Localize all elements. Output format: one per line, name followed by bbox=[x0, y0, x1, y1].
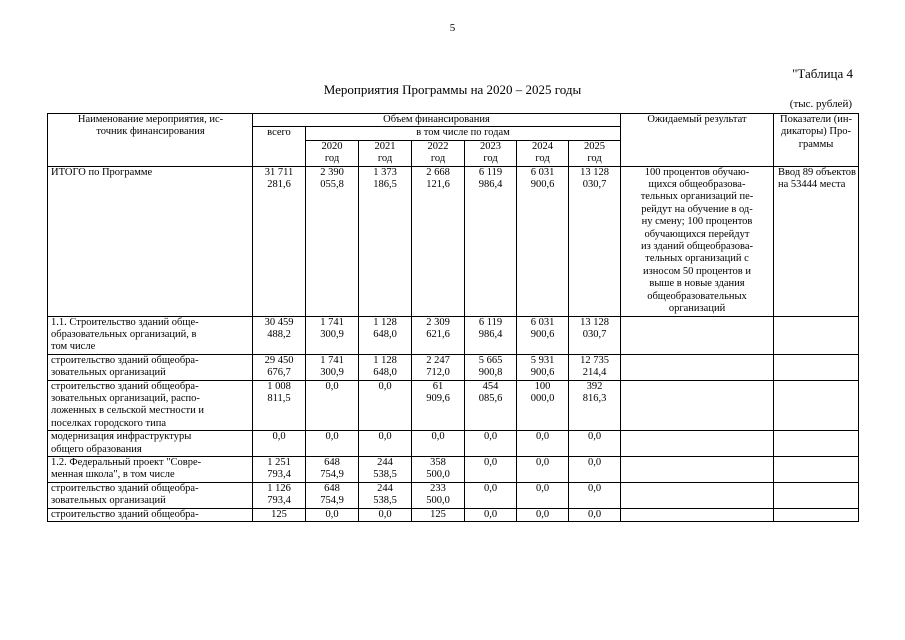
table-row bbox=[48, 482, 859, 508]
row-value: 5 665 900,8 bbox=[465, 354, 517, 380]
row-value: 648 754,9 bbox=[306, 482, 359, 508]
row-indicator bbox=[774, 456, 859, 482]
header-expected: Ожидаемый результат bbox=[621, 114, 774, 167]
row-value: 0,0 bbox=[569, 482, 621, 508]
row-value: 0,0 bbox=[359, 508, 412, 521]
header-funding: Объем финансирования bbox=[253, 114, 621, 127]
row-value: 1 128 648,0 bbox=[359, 316, 412, 354]
units-label: (тыс. рублей) bbox=[789, 98, 852, 110]
header-indicators: Показатели (ин- дикаторы) Про- граммы bbox=[774, 114, 859, 167]
row-value: 1 128 648,0 bbox=[359, 354, 412, 380]
row-result bbox=[621, 380, 774, 431]
header-year: 2020 год bbox=[306, 140, 359, 166]
row-value: 6 031 900,6 bbox=[517, 316, 569, 354]
row-value: 0,0 bbox=[465, 431, 517, 457]
row-indicator: Ввод 89 объектов на 53444 места bbox=[774, 166, 859, 316]
row-name: 1.2. Федеральный проект "Совре- менная школа", в том числе bbox=[48, 456, 253, 482]
header-total: всего bbox=[253, 127, 306, 166]
row-value: 0,0 bbox=[359, 431, 412, 457]
row-value: 100 000,0 bbox=[517, 380, 569, 431]
row-value: 6 031 900,6 bbox=[517, 166, 569, 316]
table-label: "Таблица 4 bbox=[792, 66, 853, 81]
row-value: 12 735 214,4 bbox=[569, 354, 621, 380]
row-indicator bbox=[774, 316, 859, 354]
row-value: 244 538,5 bbox=[359, 456, 412, 482]
row-indicator bbox=[774, 482, 859, 508]
row-indicator bbox=[774, 380, 859, 431]
row-value: 454 085,6 bbox=[465, 380, 517, 431]
row-result: 100 процентов обучаю- щихся общеобразова- тельных организаций пе- рейдут на обучение в од- ну смену; 100 процентов обучающихся перейдут из зданий общеобразова- тельных организаций с износом 50 процентов и выше в новые здания общеобразовательных организаций bbox=[621, 166, 774, 316]
row-value: 5 931 900,6 bbox=[517, 354, 569, 380]
row-value: 2 309 621,6 bbox=[412, 316, 465, 354]
row-indicator bbox=[774, 431, 859, 457]
table-row bbox=[48, 166, 859, 316]
header-year: 2021 год bbox=[359, 140, 412, 166]
row-value: 2 390 055,8 bbox=[306, 166, 359, 316]
row-value: 31 711 281,6 bbox=[253, 166, 306, 316]
row-result bbox=[621, 354, 774, 380]
row-value: 6 119 986,4 bbox=[465, 166, 517, 316]
row-value: 6 119 986,4 bbox=[465, 316, 517, 354]
row-value: 1 008 811,5 bbox=[253, 380, 306, 431]
row-value: 1 741 300,9 bbox=[306, 316, 359, 354]
row-value: 0,0 bbox=[569, 508, 621, 521]
row-value: 0,0 bbox=[517, 482, 569, 508]
row-value: 0,0 bbox=[569, 431, 621, 457]
row-value: 13 128 030,7 bbox=[569, 316, 621, 354]
row-value: 0,0 bbox=[465, 456, 517, 482]
header-year: 2022 год bbox=[412, 140, 465, 166]
row-result bbox=[621, 508, 774, 521]
row-result bbox=[621, 482, 774, 508]
row-value: 0,0 bbox=[412, 431, 465, 457]
row-value: 0,0 bbox=[569, 456, 621, 482]
row-indicator bbox=[774, 508, 859, 521]
row-value: 0,0 bbox=[517, 431, 569, 457]
row-value: 61 909,6 bbox=[412, 380, 465, 431]
row-value: 0,0 bbox=[359, 380, 412, 431]
row-value: 29 450 676,7 bbox=[253, 354, 306, 380]
header-by-year: в том числе по годам bbox=[306, 127, 621, 140]
table-row bbox=[48, 456, 859, 482]
table-row bbox=[48, 508, 859, 521]
row-name: строительство зданий общеобра- зовательных организаций, распо- ложенных в сельской местности и поселках городского типа bbox=[48, 380, 253, 431]
row-value: 1 741 300,9 bbox=[306, 354, 359, 380]
row-value: 648 754,9 bbox=[306, 456, 359, 482]
program-table bbox=[47, 113, 859, 522]
row-name: строительство зданий общеобра- bbox=[48, 508, 253, 521]
row-value: 125 bbox=[253, 508, 306, 521]
row-value: 0,0 bbox=[517, 508, 569, 521]
row-value: 13 128 030,7 bbox=[569, 166, 621, 316]
row-value: 1 126 793,4 bbox=[253, 482, 306, 508]
row-value: 0,0 bbox=[306, 431, 359, 457]
row-result bbox=[621, 316, 774, 354]
header-name: Наименование мероприятия, ис- точник финансирования bbox=[48, 114, 253, 167]
row-result bbox=[621, 456, 774, 482]
row-value: 0,0 bbox=[253, 431, 306, 457]
header-year: 2023 год bbox=[465, 140, 517, 166]
row-name: 1.1. Строительство зданий обще- образовательных организаций, в том числе bbox=[48, 316, 253, 354]
row-value: 1 251 793,4 bbox=[253, 456, 306, 482]
row-result bbox=[621, 431, 774, 457]
row-value: 0,0 bbox=[465, 508, 517, 521]
row-indicator bbox=[774, 354, 859, 380]
row-value: 244 538,5 bbox=[359, 482, 412, 508]
table-row bbox=[48, 316, 859, 354]
row-name: модернизация инфраструктуры общего образования bbox=[48, 431, 253, 457]
row-value: 0,0 bbox=[465, 482, 517, 508]
row-name: строительство зданий общеобра- зовательных организаций bbox=[48, 482, 253, 508]
header-row-1 bbox=[48, 114, 859, 127]
page-number: 5 bbox=[449, 22, 456, 34]
row-value: 30 459 488,2 bbox=[253, 316, 306, 354]
row-value: 0,0 bbox=[306, 380, 359, 431]
row-name: строительство зданий общеобра- зовательных организаций bbox=[48, 354, 253, 380]
header-year: 2024 год bbox=[517, 140, 569, 166]
table-row bbox=[48, 431, 859, 457]
table-row bbox=[48, 354, 859, 380]
row-name: ИТОГО по Программе bbox=[48, 166, 253, 316]
row-value: 2 668 121,6 bbox=[412, 166, 465, 316]
row-value: 0,0 bbox=[517, 456, 569, 482]
header-year: 2025 год bbox=[569, 140, 621, 166]
row-value: 1 373 186,5 bbox=[359, 166, 412, 316]
row-value: 233 500,0 bbox=[412, 482, 465, 508]
table-row bbox=[48, 380, 859, 431]
row-value: 358 500,0 bbox=[412, 456, 465, 482]
row-value: 0,0 bbox=[306, 508, 359, 521]
page-title: Мероприятия Программы на 2020 – 2025 годы bbox=[323, 82, 582, 97]
row-value: 392 816,3 bbox=[569, 380, 621, 431]
row-value: 2 247 712,0 bbox=[412, 354, 465, 380]
row-value: 125 bbox=[412, 508, 465, 521]
